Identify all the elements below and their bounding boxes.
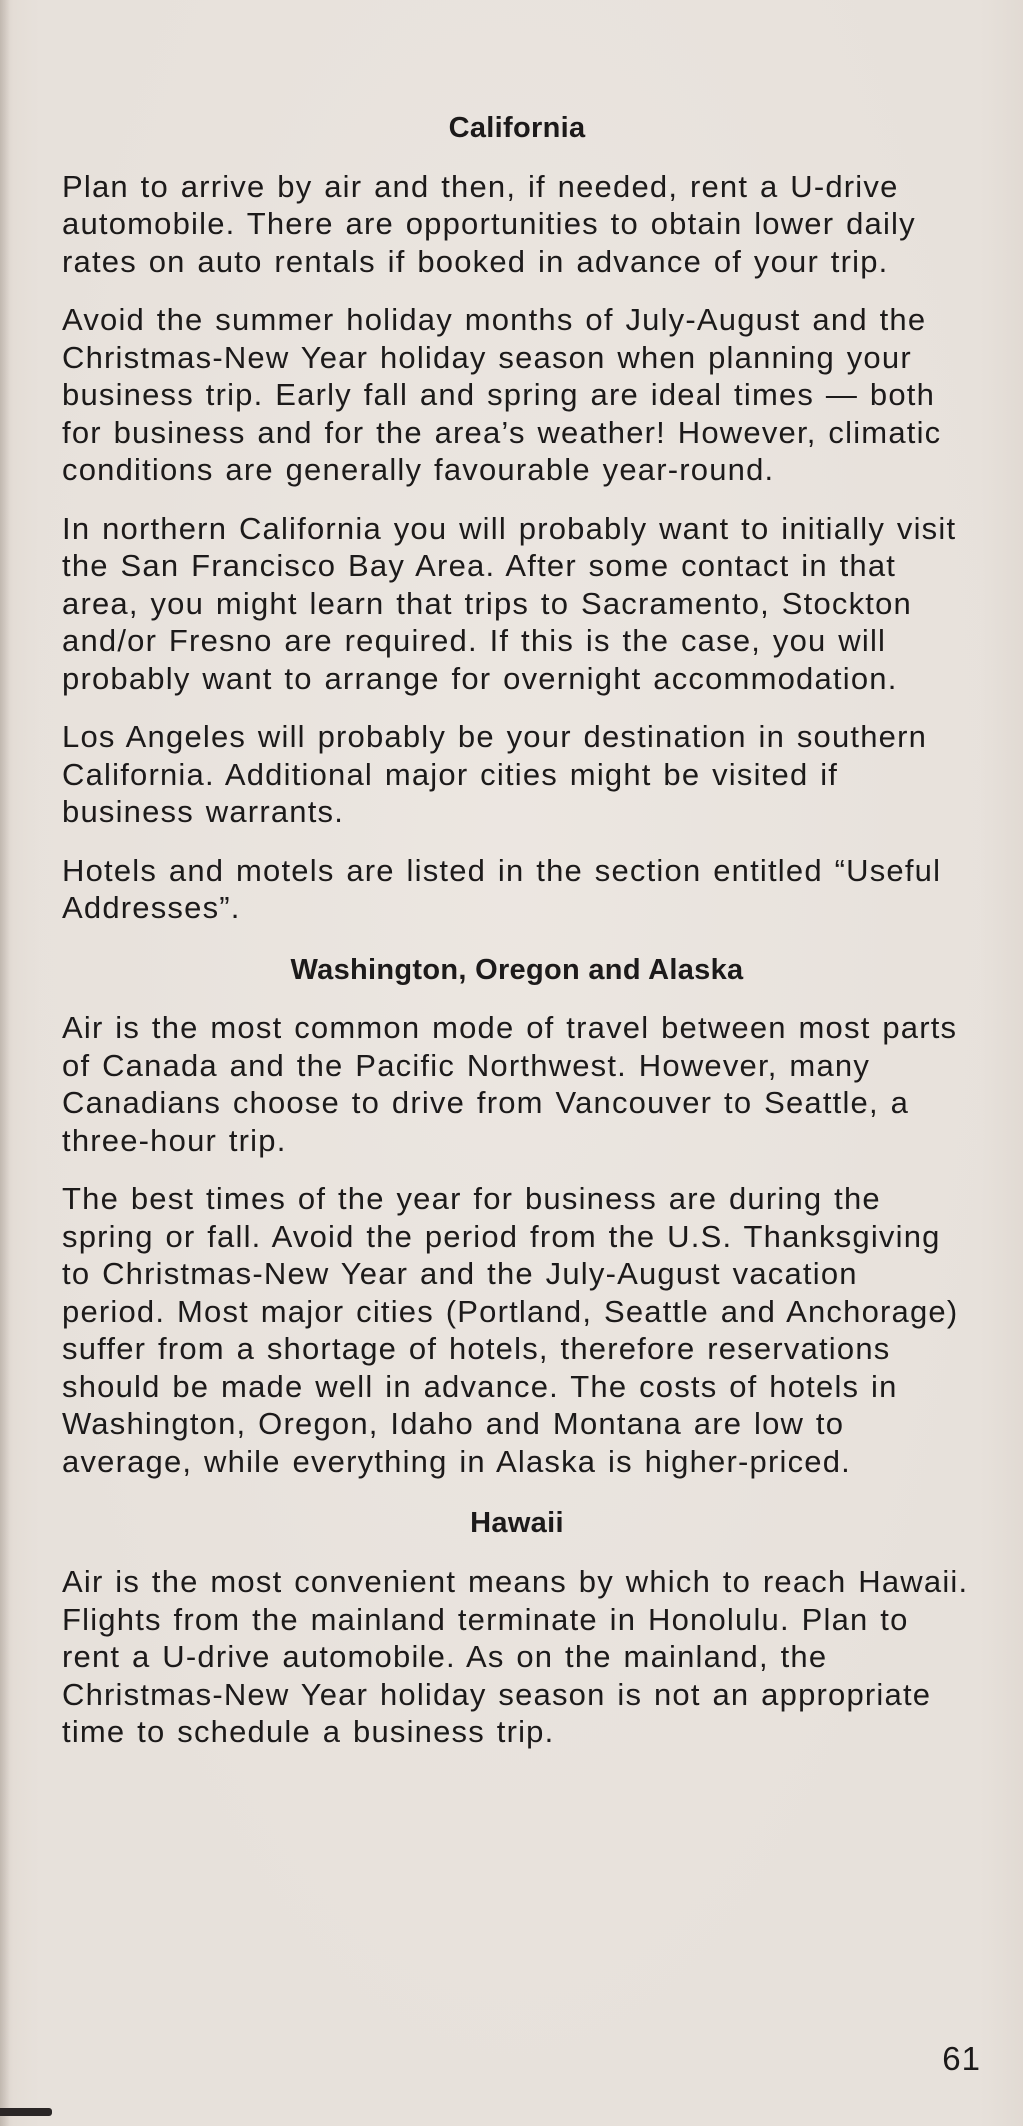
paragraph: Plan to arrive by air and then, if needed, rent a U-drive automobile. There are opportunities to obtain lower daily rates on auto rentals if booked in advance of your trip. [62, 168, 916, 279]
paragraph: Air is the most convenient means by which to reach Hawaii. Flights from the mainland terminate in Honolulu. Plan to rent a U-drive automobile. As on the mainland, the Christmas-New Year holiday season is not an appropriate time to schedule a business trip. [62, 1564, 969, 1750]
page-number: 61 [942, 2040, 981, 2077]
section-heading-california: California [448, 112, 586, 144]
section-heading-hawaii: Hawaii [470, 1507, 564, 1540]
corner-mark [0, 2108, 52, 2116]
page-content [62, 110, 972, 1772]
spine-shadow [0, 0, 10, 2126]
paragraph: Avoid the summer holiday months of July-August and the Christmas-New Year holiday season when planning your business trip. Early fall and spring are ideal times — both for business and for the area’s weather! However, climatic conditions are generally favourable year-round. [62, 302, 942, 488]
section-heading-washington-oregon-alaska: Washington, Oregon and Alaska [290, 953, 744, 986]
paragraph: Hotels and motels are listed in the section entitled “Useful Addresses”. [62, 852, 942, 926]
paragraph: Los Angeles will probably be your destination in southern California. Additional major cities might be visited if business warrants. [62, 719, 928, 830]
paragraph: Air is the most common mode of travel between most parts of Canada and the Pacific Northwest. However, many Canadians choose to drive from Vancouver to Seattle, a three-hour trip. [62, 1010, 958, 1158]
paragraph: The best times of the year for business are during the spring or fall. Avoid the period from the U.S. Thanksgiving to Christmas-New Year and the July-August vacation period. Most major cities (Portland, Seattle and Anchorage) suffer from a shortage of hotels, therefore reservations should be made well in advance. The costs of hotels in Washington, Oregon, Idaho and Montana are low to average, while everything in Alaska is higher-priced. [62, 1181, 959, 1479]
paragraph: In northern California you will probably want to initially visit the San Francisco Bay Area. After some contact in that area, you might learn that trips to Sacramento, Stockton and/or Fresno are required. If this is the case, you will probably want to arrange for overnight accommodation. [62, 510, 957, 696]
